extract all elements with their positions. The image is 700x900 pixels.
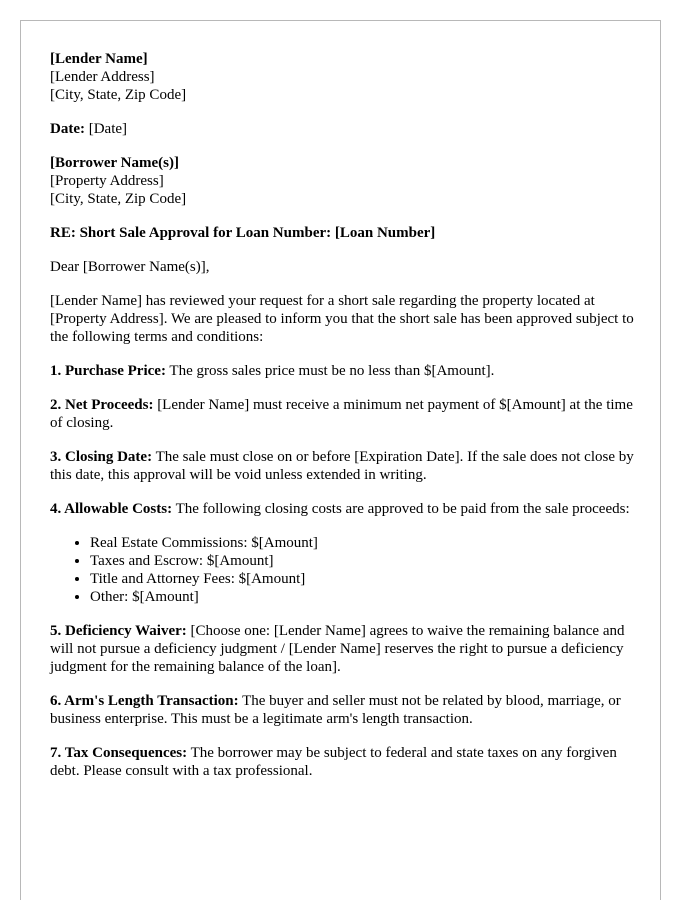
term-text: [Choose one: [Lender Name] agrees to waive the remaining balance and will not pursue a deficiency judgment / [Lender Name] reserves the right to pursue a deficiency judgment for the remaining balance of the loan]. — [50, 623, 625, 675]
date-value: [Date] — [88, 121, 128, 137]
term-label: 4. Allowable Costs: — [50, 501, 173, 517]
term-text: The sale must close on or before [Expiration Date]. If the sale does not close by this date, this approval will be void unless extended in writing. — [50, 449, 634, 483]
property-address: [Property Address] — [50, 173, 164, 189]
borrower-name: [Borrower Name(s)] — [50, 155, 179, 171]
date-label: Date: — [50, 121, 85, 137]
intro-paragraph: [Lender Name] has reviewed your request for a short sale regarding the property located at [Property Address]. We are pleased to inform you that the short sale has been approved subject to the following terms and conditions: — [50, 293, 634, 345]
term-label: 1. Purchase Price: — [50, 363, 166, 379]
list-item: • Title and Attorney Fees: $[Amount] — [90, 570, 635, 588]
term-label: 3. Closing Date: — [50, 449, 153, 465]
date-line — [50, 120, 635, 138]
term-deficiency-waiver — [50, 622, 635, 676]
lender-block — [50, 50, 635, 104]
term-text: The borrower may be subject to federal and state taxes on any forgiven debt. Please consult with a tax professional. — [50, 745, 617, 779]
borrower-city: [City, State, Zip Code] — [50, 191, 187, 207]
term-text: The gross sales price must be no less than $[Amount]. — [169, 363, 495, 379]
term-arms-length — [50, 692, 635, 728]
borrower-block — [50, 154, 635, 208]
term-allowable-costs — [50, 500, 635, 518]
salutation: Dear [Borrower Name(s)], — [50, 259, 210, 275]
letter-page — [20, 20, 661, 900]
term-net-proceeds — [50, 396, 635, 432]
term-label: 6. Arm's Length Transaction: — [50, 693, 239, 709]
term-label: 2. Net Proceeds: — [50, 397, 154, 413]
allowable-costs-list — [50, 534, 635, 606]
lender-address: [Lender Address] — [50, 69, 155, 85]
subject-line: RE: Short Sale Approval for Loan Number: [Loan Number] — [50, 225, 436, 241]
term-closing-date — [50, 448, 635, 484]
term-text: The buyer and seller must not be related by blood, marriage, or business enterprise. This must be a legitimate arm's length transaction. — [50, 693, 621, 727]
list-item: • Taxes and Escrow: $[Amount] — [90, 552, 635, 570]
term-text: [Lender Name] must receive a minimum net payment of $[Amount] at the time of closing. — [50, 397, 633, 431]
lender-city: [City, State, Zip Code] — [50, 87, 187, 103]
list-item: • Real Estate Commissions: $[Amount] — [90, 534, 635, 552]
term-tax-consequences — [50, 744, 635, 780]
term-purchase-price — [50, 362, 635, 380]
term-text: The following closing costs are approved to be paid from the sale proceeds: — [175, 501, 630, 517]
letter-body — [50, 50, 635, 796]
list-item: • Other: $[Amount] — [90, 588, 635, 606]
term-label: 5. Deficiency Waiver: — [50, 623, 187, 639]
term-label: 7. Tax Consequences: — [50, 745, 188, 761]
lender-name: [Lender Name] — [50, 51, 148, 67]
